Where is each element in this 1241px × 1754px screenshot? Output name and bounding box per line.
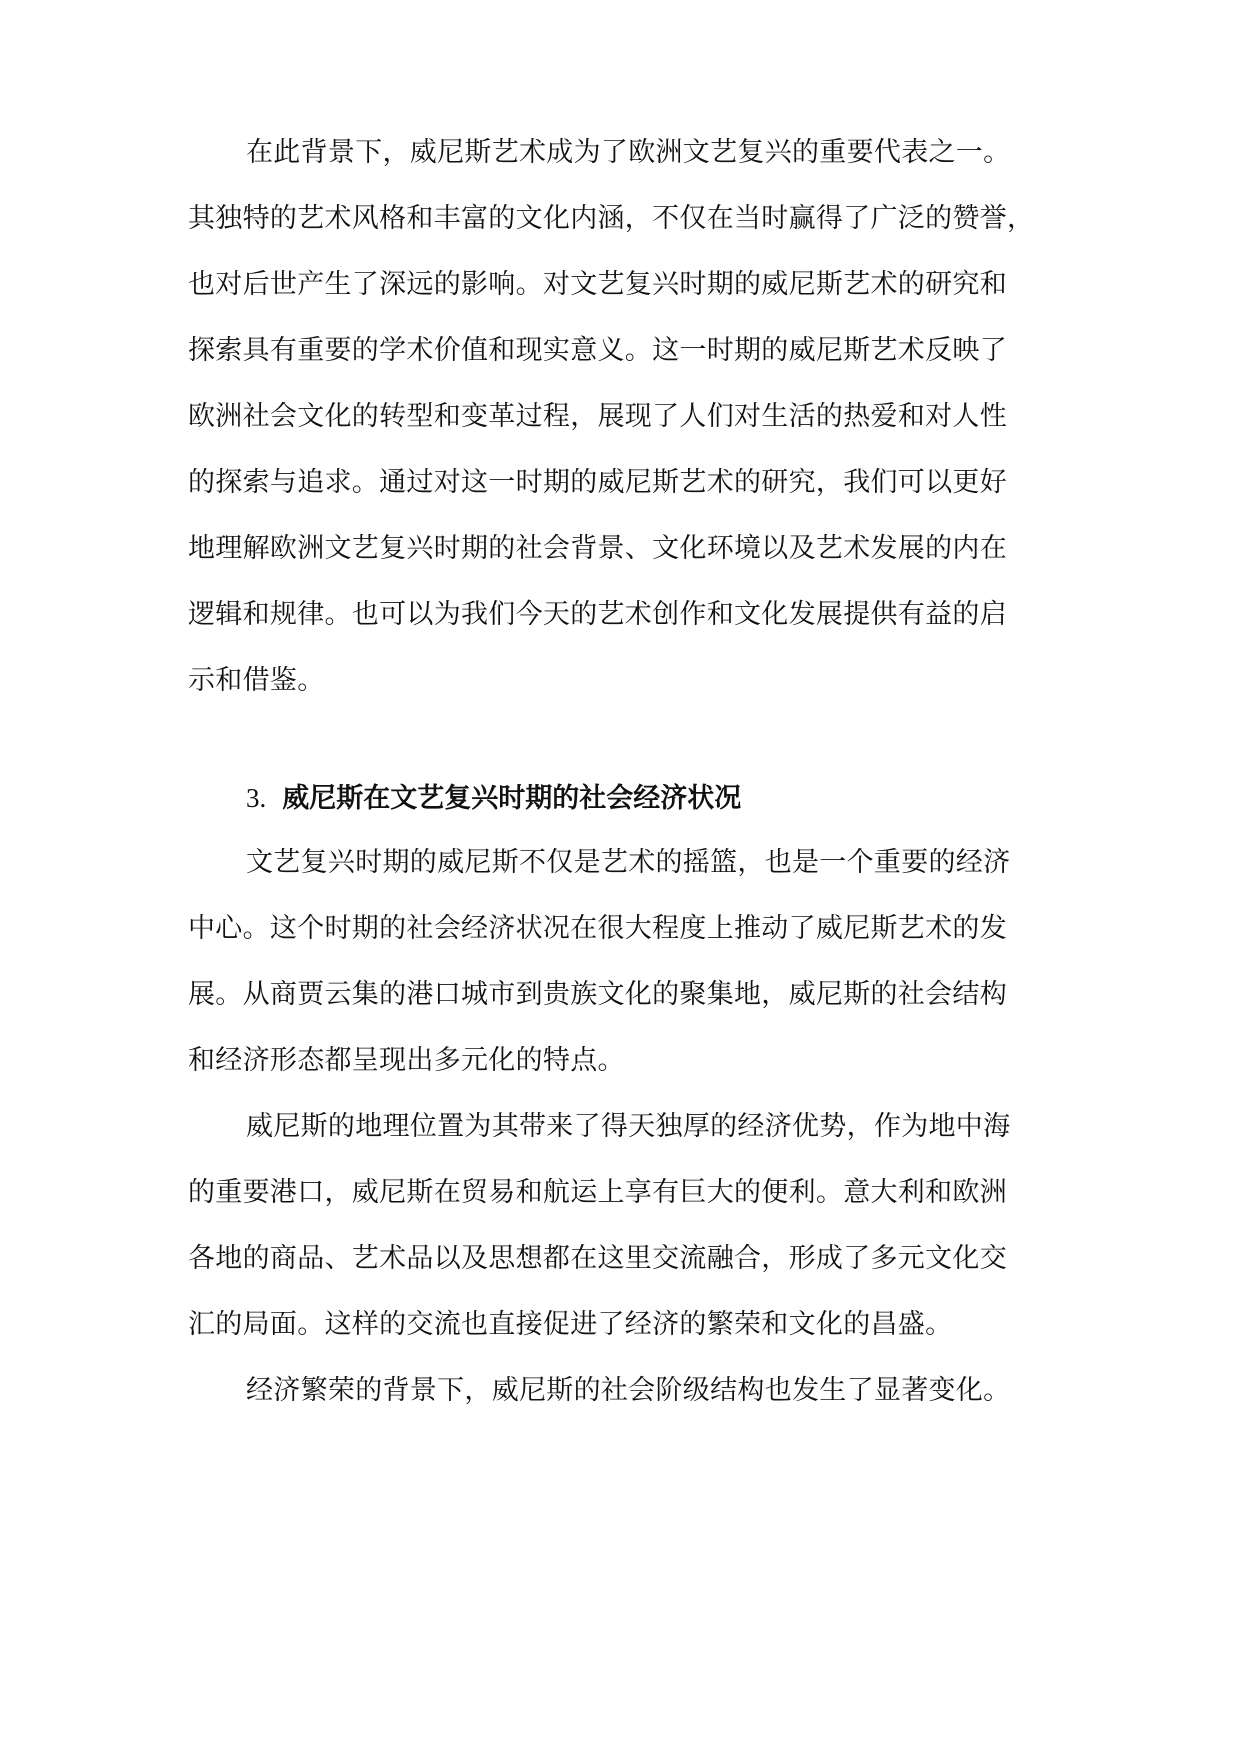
paragraph-2-line-4: 和经济形态都呈现出多元化的特点。 — [188, 1045, 625, 1076]
paragraph-2-line-1: 文艺复兴时期的威尼斯不仅是艺术的摇篮，也是一个重要的经济 — [246, 847, 1011, 878]
section-heading — [246, 778, 1088, 819]
paragraph-3-line-4: 汇的局面。这样的交流也直接促进了经济的繁荣和文化的昌盛。 — [188, 1309, 953, 1340]
paragraph-1-line-2: 其独特的艺术风格和丰富的文化内涵，不仅在当时赢得了广泛的赞誉， — [188, 203, 1035, 234]
paragraph-1-line-6: 的探索与追求。通过对这一时期的威尼斯艺术的研究，我们可以更好 — [188, 467, 1007, 498]
paragraph-4-line-1: 经济繁荣的背景下，威尼斯的社会阶级结构也发生了显著变化。 — [246, 1375, 1011, 1406]
section-title: 威尼斯在文艺复兴时期的社会经济状况 — [282, 783, 742, 814]
paragraph-1-line-4: 探索具有重要的学术价值和现实意义。这一时期的威尼斯艺术反映了 — [188, 335, 1007, 366]
paragraph-1-line-5: 欧洲社会文化的转型和变革过程，展现了人们对生活的热爱和对人性 — [188, 401, 1007, 432]
paragraph-1-line-7: 地理解欧洲文艺复兴时期的社会背景、文化环境以及艺术发展的内在 — [188, 533, 1007, 564]
paragraph-2-line-2: 中心。这个时期的社会经济状况在很大程度上推动了威尼斯艺术的发 — [188, 913, 1007, 944]
paragraph-1-line-1: 在此背景下，威尼斯艺术成为了欧洲文艺复兴的重要代表之一。 — [246, 137, 1011, 168]
paragraph-1-line-9: 示和借鉴。 — [188, 665, 325, 696]
paragraph-1-line-3: 也对后世产生了深远的影响。对文艺复兴时期的威尼斯艺术的研究和 — [188, 269, 1007, 300]
paragraph-3-line-1: 威尼斯的地理位置为其带来了得天独厚的经济优势，作为地中海 — [246, 1111, 1011, 1142]
paragraph-1-line-8: 逻辑和规律。也可以为我们今天的艺术创作和文化发展提供有益的启 — [188, 599, 1007, 630]
paragraph-3-line-3: 各地的商品、艺术品以及思想都在这里交流融合，形成了多元文化交 — [188, 1243, 1007, 1274]
section-number: 3. — [246, 783, 267, 813]
paragraph-2-line-3: 展。从商贾云集的港口城市到贵族文化的聚集地，威尼斯的社会结构 — [188, 979, 1007, 1010]
paragraph-3-line-2: 的重要港口，威尼斯在贸易和航运上享有巨大的便利。意大利和欧洲 — [188, 1177, 1007, 1208]
